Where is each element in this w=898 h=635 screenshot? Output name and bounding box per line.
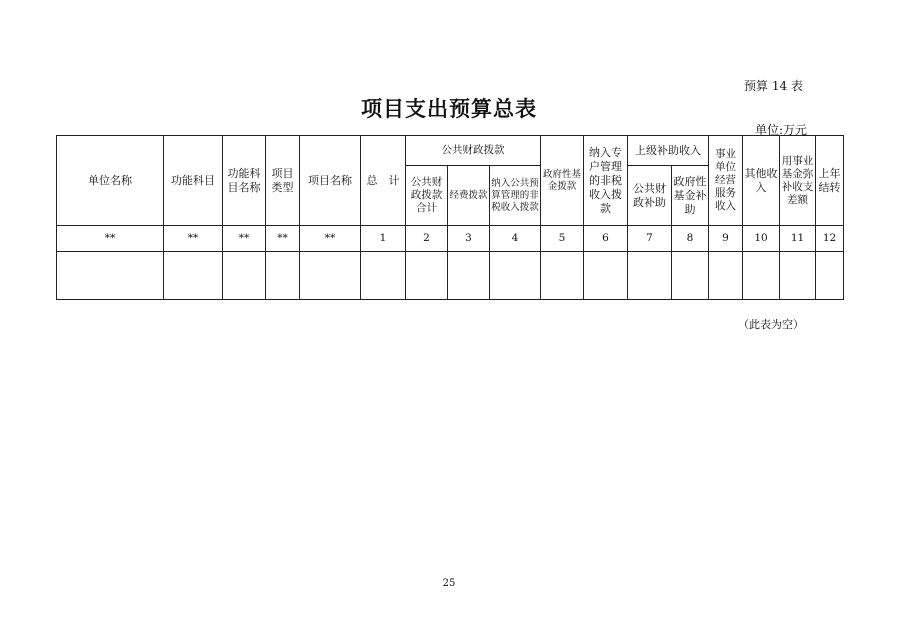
header-superior-subsidy: 上级补助收入 xyxy=(628,136,709,166)
project-expenditure-table xyxy=(56,135,844,300)
empty-cell xyxy=(361,252,406,300)
page-title: 项目支出预算总表 xyxy=(361,96,537,121)
index-cell: ** xyxy=(266,226,300,252)
header-project-name: 项目名称 xyxy=(300,136,361,226)
empty-cell xyxy=(541,252,584,300)
empty-cell xyxy=(300,252,361,300)
header-fund-make-up: 用事业基金弥补收支差额 xyxy=(780,136,816,226)
header-total: 总 计 xyxy=(361,136,406,226)
empty-cell xyxy=(57,252,164,300)
header-non-tax-in-budget: 纳入公共预算管理的非税收入拨款 xyxy=(490,166,541,226)
index-cell: 7 xyxy=(628,226,672,252)
index-cell: 10 xyxy=(743,226,780,252)
empty-cell xyxy=(406,252,448,300)
index-cell: 1 xyxy=(361,226,406,252)
table-row-empty xyxy=(57,252,844,300)
index-cell: ** xyxy=(164,226,223,252)
empty-cell xyxy=(743,252,780,300)
header-func-subject: 功能科目 xyxy=(164,136,223,226)
empty-cell xyxy=(628,252,672,300)
empty-cell xyxy=(448,252,490,300)
empty-cell xyxy=(709,252,743,300)
index-cell: 4 xyxy=(490,226,541,252)
index-cell: 5 xyxy=(541,226,584,252)
index-cell: 6 xyxy=(584,226,628,252)
form-number: 预算 14 表 xyxy=(744,79,803,93)
header-carry-over: 上年结转 xyxy=(816,136,844,226)
header-func-subject-name: 功能科目名称 xyxy=(223,136,266,226)
header-service-income: 事业单位经营服务收入 xyxy=(709,136,743,226)
header-public-fiscal-total: 公共财政拨款合计 xyxy=(406,166,448,226)
empty-cell xyxy=(266,252,300,300)
empty-cell xyxy=(816,252,844,300)
empty-cell xyxy=(164,252,223,300)
header-public-fiscal-subsidy: 公共财政补助 xyxy=(628,166,672,226)
index-cell: 12 xyxy=(816,226,844,252)
index-cell: 9 xyxy=(709,226,743,252)
index-cell: ** xyxy=(57,226,164,252)
header-unit-name: 单位名称 xyxy=(57,136,164,226)
header-gov-fund: 政府性基金拨款 xyxy=(541,136,584,226)
empty-cell xyxy=(584,252,628,300)
index-cell: 2 xyxy=(406,226,448,252)
empty-cell xyxy=(672,252,709,300)
empty-table-note: （此表为空） xyxy=(738,318,804,331)
index-cell: 3 xyxy=(448,226,490,252)
header-project-type: 项目类型 xyxy=(266,136,300,226)
index-cell: 8 xyxy=(672,226,709,252)
header-gov-fund-subsidy: 政府性基金补助 xyxy=(672,166,709,226)
index-cell: ** xyxy=(300,226,361,252)
table-row-index xyxy=(57,226,844,252)
empty-cell xyxy=(780,252,816,300)
page-number: 25 xyxy=(442,578,456,589)
header-special-account-non-tax: 纳入专户管理的非税收入拨款 xyxy=(584,136,628,226)
index-cell: ** xyxy=(223,226,266,252)
empty-cell xyxy=(223,252,266,300)
header-public-fiscal: 公共财政拨款 xyxy=(406,136,541,166)
header-other-income: 其他收入 xyxy=(743,136,780,226)
empty-cell xyxy=(490,252,541,300)
unit-label: 单位:万元 xyxy=(755,123,808,137)
index-cell: 11 xyxy=(780,226,816,252)
header-operating-funds: 经费拨款 xyxy=(448,166,490,226)
